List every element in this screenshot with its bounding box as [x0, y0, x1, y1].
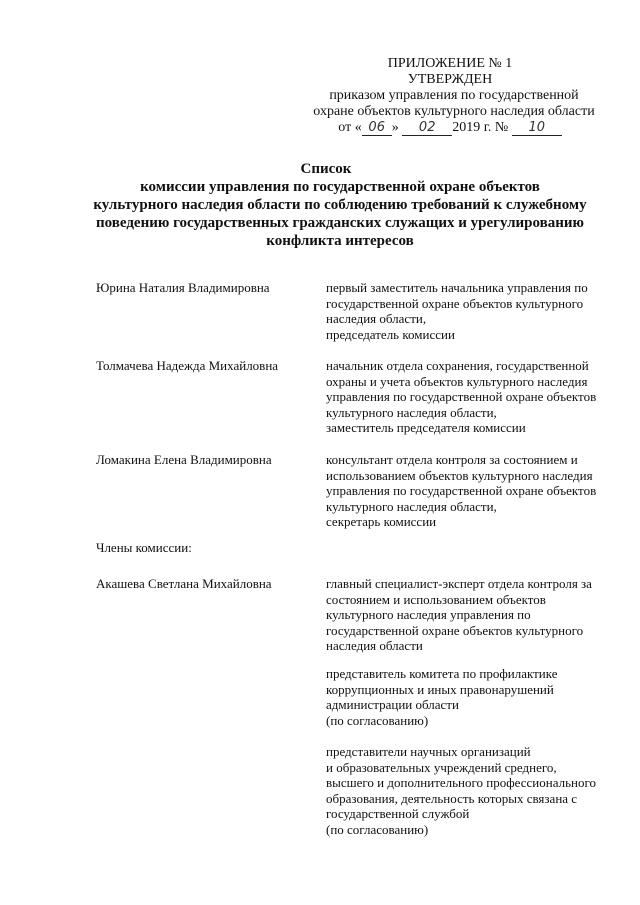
handwritten-order-number: 10 [512, 121, 562, 136]
role-line: (по согласованию) [326, 712, 429, 728]
role-line: администрации области [326, 697, 459, 712]
handwritten-month: 02 [402, 121, 452, 136]
role-line: высшего и дополнительного профессионального [326, 775, 596, 790]
title-line-3: поведению государственных гражданских служащих и урегулированию [96, 215, 584, 231]
role-line: наследия области [326, 638, 423, 653]
member-role [326, 666, 616, 728]
role-line: секретарь комиссии [326, 514, 437, 529]
role-line: (по согласованию) [326, 821, 429, 837]
approved-heading: УТВЕРЖДЕН [407, 72, 493, 87]
role-line: государственной службой [326, 806, 470, 821]
order-date-line [300, 120, 600, 136]
handwritten-day: 06 [362, 121, 392, 136]
date-separator: » [391, 120, 399, 135]
role-line: и образовательных учреждений среднего, [326, 759, 557, 775]
title-word: Список [300, 161, 352, 177]
date-prefix: от « [338, 120, 362, 135]
role-line: консультант отдела контроля за состоянием и [326, 452, 578, 467]
order-line-1: приказом управления по государственной [329, 88, 579, 103]
member-role [326, 358, 616, 436]
role-line: коррупционных и иных правонарушений [326, 681, 554, 697]
role-line: председатель комиссии [326, 326, 455, 342]
role-line: заместитель председателя комиссии [326, 420, 526, 435]
role-line: главный специалист-эксперт отдела контроля за [326, 576, 592, 591]
member-name: Акашева Светлана Михайловна [96, 576, 272, 591]
role-line: культурного наследия области, [326, 404, 497, 420]
role-line: охраны и учета объектов культурного наследия [326, 373, 588, 389]
approval-block [300, 56, 600, 136]
member-name: Ломакина Елена Владимировна [96, 452, 272, 467]
appendix-heading: ПРИЛОЖЕНИЕ № 1 [387, 56, 513, 71]
role-line: государственной охране объектов культурного [326, 295, 584, 311]
title-line-4: конфликта интересов [266, 233, 414, 249]
member-role [326, 452, 616, 530]
title-line-1: комиссии управления по государственной охране объектов [140, 179, 540, 195]
role-line: культурного наследия области, [326, 498, 497, 514]
members-label: Члены комиссии: [96, 540, 192, 555]
role-line: использованием объектов культурного наследия [326, 467, 593, 483]
document-title [60, 160, 620, 250]
role-line: образования, деятельность которых связана с [326, 790, 578, 806]
member-role [326, 576, 616, 654]
role-line: представитель комитета по профилактике [326, 666, 558, 681]
role-line: состоянием и использованием объектов [326, 591, 546, 607]
member-role [326, 280, 616, 342]
member-name: Толмачева Надежда Михайловна [96, 358, 279, 373]
member-role [326, 744, 616, 837]
title-line-2: культурного наследия области по соблюдению требований к служебному [93, 197, 587, 213]
role-line: культурного наследия управления по [326, 607, 531, 622]
role-line: управления по государственной охране объектов [326, 483, 597, 498]
role-line: начальник отдела сохранения, государственной [326, 358, 589, 373]
role-line: управления по государственной охране объектов [326, 389, 597, 404]
year-and-number-label: 2019 г. № [452, 120, 509, 135]
role-line: представители научных организаций [326, 744, 531, 759]
role-line: государственной охране объектов культурного [326, 622, 584, 638]
member-name: Юрина Наталия Владимировна [96, 280, 270, 295]
role-line: наследия области, [326, 311, 427, 326]
role-line: первый заместитель начальника управления по [326, 280, 588, 295]
order-line-2: охране объектов культурного наследия области [313, 104, 595, 119]
